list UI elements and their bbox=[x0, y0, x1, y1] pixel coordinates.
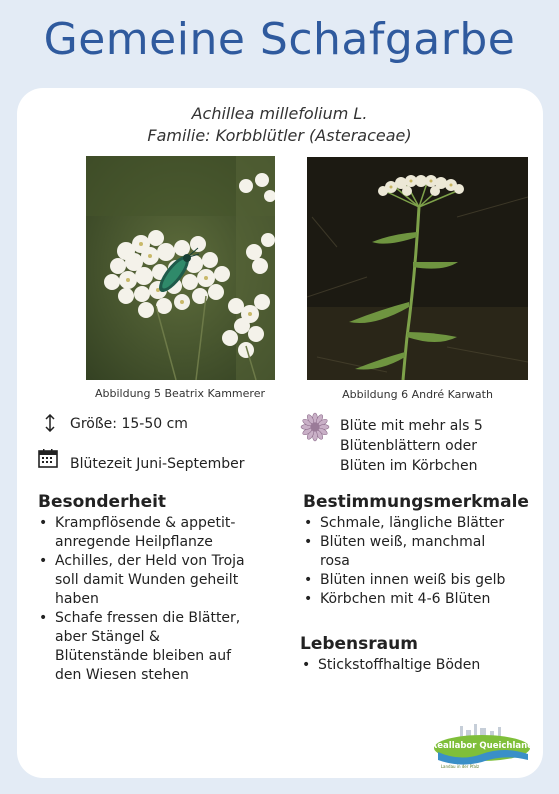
list-item: • Schafe fressen die Blätter, aber Stängel & Blütenstände bleiben auf den Wiesen stehen bbox=[37, 609, 277, 685]
plant-family: Familie: Korbblütler (Asteraceae) bbox=[147, 126, 412, 145]
flower-line: Blüten im Körbchen bbox=[340, 458, 478, 474]
list-item: • Blüten innen weiß bis gelb bbox=[302, 571, 537, 590]
page-title: Gemeine Schafgarbe bbox=[43, 14, 516, 65]
image-caption-2: Abbildung 6 André Karwath bbox=[342, 388, 493, 401]
logo-subtext: Landau in der Pfalz bbox=[440, 764, 480, 769]
besonderheit-list bbox=[37, 514, 277, 685]
calendar-icon bbox=[38, 448, 58, 468]
flower-line: Blüte mit mehr als 5 bbox=[340, 418, 483, 434]
flower-line: Blütenblättern oder bbox=[340, 438, 477, 454]
scientific-name: Achillea millefolium L. bbox=[191, 104, 368, 123]
logo-text: Reallabor Queichland bbox=[430, 741, 534, 751]
size-info: Größe: 15-50 cm bbox=[70, 416, 188, 432]
reallabor-logo bbox=[430, 722, 534, 770]
yarrow-plant-photo bbox=[307, 157, 528, 380]
lebensraum-list bbox=[300, 656, 535, 675]
list-item: • Achilles, der Held von Troja soll damit Wunden geheilt haben bbox=[37, 552, 277, 609]
image-caption-1: Abbildung 5 Beatrix Kammerer bbox=[95, 387, 265, 400]
list-item: • Blüten weiß, manchmal rosa bbox=[302, 533, 537, 571]
list-item: • Stickstoffhaltige Böden bbox=[300, 656, 535, 675]
bloom-period: Blütezeit Juni-September bbox=[70, 456, 245, 472]
yarrow-beetle-photo bbox=[86, 156, 275, 380]
list-item: • Körbchen mit 4-6 Blüten bbox=[302, 590, 537, 609]
list-item: • Krampflösende & appetit- anregende Heilpflanze bbox=[37, 514, 277, 552]
list-item: • Schmale, längliche Blätter bbox=[302, 514, 537, 533]
lebensraum-heading: Lebensraum bbox=[300, 634, 418, 654]
bestimmungsmerkmale-heading: Bestimmungsmerkmale bbox=[303, 492, 529, 512]
height-arrow-icon bbox=[44, 414, 56, 432]
flower-description bbox=[340, 416, 483, 476]
flower-icon bbox=[300, 412, 330, 442]
bestimmungsmerkmale-list bbox=[302, 514, 537, 609]
besonderheit-heading: Besonderheit bbox=[38, 492, 167, 512]
